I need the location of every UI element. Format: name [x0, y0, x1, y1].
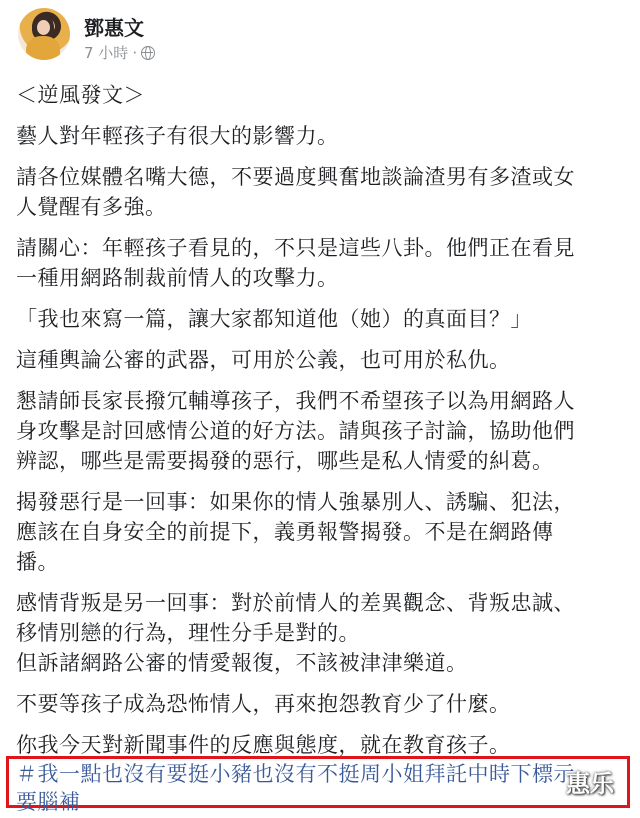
post-paragraph-5: 這種輿論公審的武器，可用於公義，也可用於私仇。	[16, 348, 511, 372]
post-paragraph-7: 揭發惡行是一回事：如果你的情人強暴別人、誘騙、犯法， 應該在自身安全的前提下，義勇報警揭發。不是在網路傳 播。	[16, 490, 575, 574]
post-paragraph-2: 請各位媒體名嘴大德，不要過度興奮地談論渣男有多渣或女 人覺醒有多強。	[16, 165, 575, 219]
post-paragraph-9: 不要等孩子成為恐怖情人，再來抱怨教育少了什麼。	[16, 692, 511, 716]
post-body	[16, 80, 628, 771]
profile-name[interactable]: 鄧惠文	[84, 16, 144, 40]
post-paragraph-4: 「我也來寫一篇，讓大家都知道他（她）的真面目？」	[16, 307, 532, 331]
post-paragraph-6: 懇請師長家長撥冗輔導孩子，我們不希望孩子以為用網路人 身攻擊是討回感情公道的好方法。請與孩子討論，協助他們 辨認，哪些是需要揭發的惡行，哪些是私人情愛的糾葛。	[16, 389, 575, 473]
post-time[interactable]: 7 小時	[84, 44, 129, 62]
meta-separator: ·	[132, 43, 138, 62]
post-meta	[84, 42, 155, 63]
avatar-body	[26, 36, 60, 60]
post-header	[18, 8, 618, 72]
post-paragraph-3: 請關心：年輕孩子看見的，不只是這些八卦。他們正在看見 一種用網路制裁前情人的攻擊力。	[16, 236, 575, 290]
globe-icon	[141, 46, 155, 60]
post-paragraph-10: 你我今天對新聞事件的反應與態度，就在教育孩子。	[16, 733, 511, 757]
avatar[interactable]	[18, 8, 70, 60]
watermark: 惠乐	[566, 770, 614, 798]
post-paragraph-1: 藝人對年輕孩子有很大的影響力。	[16, 124, 339, 148]
hashtag-link[interactable]: ＃我一點也沒有要挺小豬也沒有不挺周小姐拜託中時下標示 要腦補	[16, 762, 575, 814]
post-title: ＜逆風發文＞	[16, 83, 145, 107]
post-paragraph-8: 感情背叛是另一回事：對於前情人的差異觀念、背叛忠誠、 移情別戀的行為，理性分手是對的。 但訴諸網路公審的情愛報復，不該被津津樂道。	[16, 591, 575, 675]
avatar-face	[37, 20, 50, 35]
